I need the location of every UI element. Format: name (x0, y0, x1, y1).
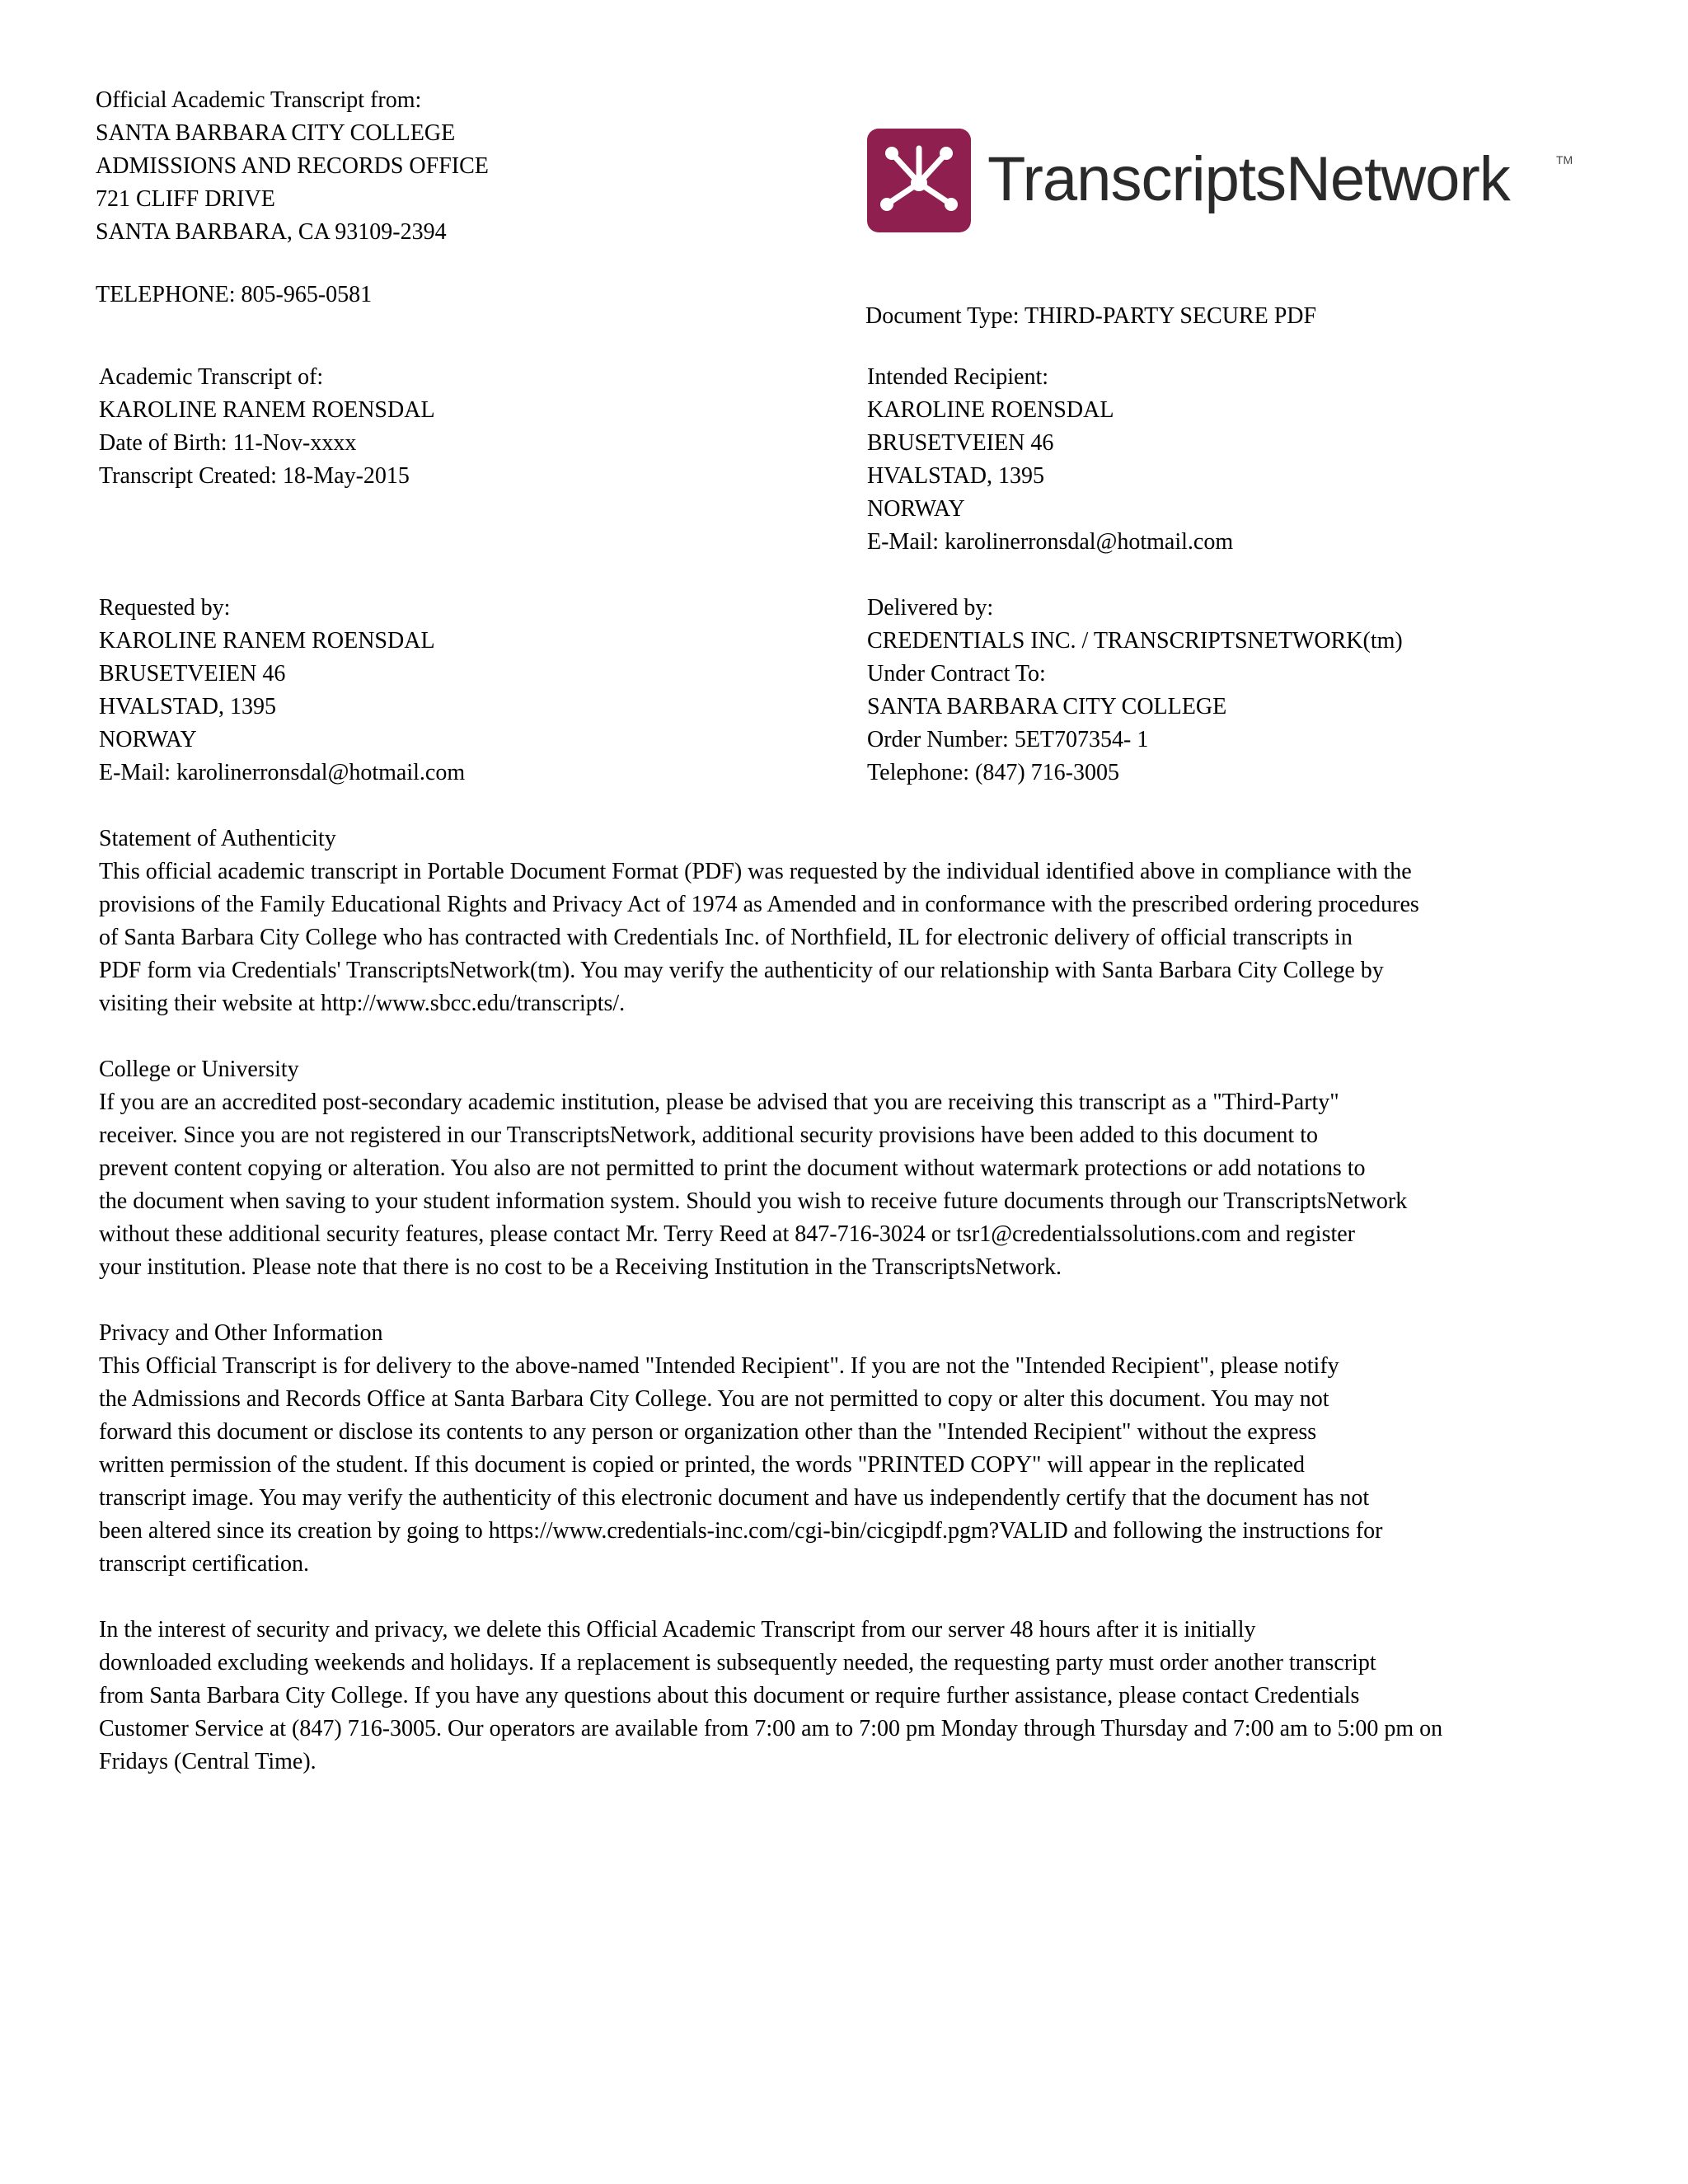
transcript-of-heading: Academic Transcript of: (99, 364, 324, 390)
college-or-university (99, 1053, 1566, 1284)
school-telephone: TELEPHONE: 805-965-0581 (96, 282, 373, 307)
statement-of-authenticity (99, 823, 1566, 1020)
school-address-block (96, 84, 489, 312)
requester-line: BRUSETVEIEN 46 (99, 661, 286, 687)
section-text: If you are an accredited post-secondary academic institution, please be advised that you are receiving this transcript as a "Third-Party" receiver. Since you are not registered in our TranscriptsNetwork, additional security provisions have been added to this document to prevent content copying or alteration. You also are not permitted to print the document without watermark protections or add notations to the document when saving to your student information system. Should you wish to receive future documents through our TranscriptsNetwork without these additional security features, please contact Mr. Terry Reed at 847-716-3024 or tsr1@credentialssolutions.com and register your institution. Please note that there is no cost to be a Receiving Institution in the TranscriptsNetwork. (99, 1090, 1408, 1280)
intended-recipient-block (867, 361, 1233, 559)
transcriptsnetwork-logo (867, 129, 1584, 234)
school-line: ADMISSIONS AND RECORDS OFFICE (96, 153, 489, 179)
deliverer-line: SANTA BARBARA CITY COLLEGE (867, 694, 1227, 719)
school-heading: Official Academic Transcript from: (96, 87, 422, 113)
school-line: SANTA BARBARA, CA 93109-2394 (96, 219, 447, 245)
date-of-birth: Date of Birth: 11-Nov-xxxx (99, 430, 357, 456)
security-notice (99, 1614, 1566, 1779)
document-type (865, 300, 1316, 333)
transcript-of-block (99, 361, 435, 493)
section-heading: Privacy and Other Information (99, 1320, 383, 1346)
section-text: This Official Transcript is for delivery to the above-named "Intended Recipient". If you are not the "Intended Recipient", please notify the Admissions and Records Office at Santa Barbara City College. You are not permitted to copy or alter this document. You may not forward this document or disclose its contents to any person or organization other than the "Intended Recipient" without the express written permission of the student. If this document is copied or printed, the words "PRINTED COPY" will appear in the replicated transcript image. You may verify the authenticity of this electronic document and have us independently certify that the document has not been altered since its creation by going to https://www.credentials-inc.com/cgi-bin/cicgipdf.pgm?VALID and following the instructions for transcript certification. (99, 1353, 1383, 1577)
requester-email: E-Mail: karolinerronsdal@hotmail.com (99, 760, 466, 785)
recipient-line: KAROLINE ROENSDAL (867, 397, 1114, 423)
deliverer-telephone: Telephone: (847) 716-3005 (867, 760, 1119, 785)
delivered-by-block (867, 592, 1403, 790)
logo-trademark: TM (1556, 153, 1573, 166)
section-text: This official academic transcript in Portable Document Format (PDF) was requested by the individual identified above in compliance with the provisions of the Family Educational Rights and Privacy Act of 1974 as Amended and in conformance with the prescribed ordering procedures of Santa Barbara City College who has contracted with Credentials Inc. of Northfield, IL for electronic delivery of official transcripts in PDF form via Credentials' TranscriptsNetwork(tm). You may verify the authenticity of our relationship with Santa Barbara City College by visiting their website at http://www.sbcc.edu/transcripts/. (99, 859, 1419, 1016)
logo-wordmark: TranscriptsNetwork (987, 144, 1510, 214)
recipient-line: BRUSETVEIEN 46 (867, 430, 1054, 456)
recipient-email: E-Mail: karolinerronsdal@hotmail.com (867, 529, 1234, 555)
recipient-line: NORWAY (867, 496, 965, 522)
requested-by-block (99, 592, 465, 790)
section-heading: College or University (99, 1057, 299, 1082)
student-name: KAROLINE RANEM ROENSDAL (99, 397, 435, 423)
section-text: In the interest of security and privacy, we delete this Official Academic Transcript from our server 48 hours after it is initially downloaded excluding weekends and holidays. If a replacement is subsequently needed, the requesting party must order another transcript from Santa Barbara City College. If you have any questions about this document or require further assistance, please contact Credentials Customer Service at (847) 716-3005. Our operators are available from 7:00 am to 7:00 pm Monday through Thursday and 7:00 am to 5:00 pm on Fridays (Central Time). (99, 1617, 1443, 1774)
deliverer-line: CREDENTIALS INC. / TRANSCRIPTSNETWORK(tm) (867, 628, 1403, 654)
delivered-by-heading: Delivered by: (867, 595, 994, 621)
requester-line: HVALSTAD, 1395 (99, 694, 277, 719)
school-line: SANTA BARBARA CITY COLLEGE (96, 120, 456, 146)
order-number: Order Number: 5ET707354- 1 (867, 727, 1149, 752)
requested-by-heading: Requested by: (99, 595, 231, 621)
requester-line: KAROLINE RANEM ROENSDAL (99, 628, 435, 654)
document-type-label: Document Type: THIRD-PARTY SECURE PDF (865, 303, 1317, 329)
section-heading: Statement of Authenticity (99, 826, 336, 851)
transcript-created: Transcript Created: 18-May-2015 (99, 463, 410, 489)
recipient-line: HVALSTAD, 1395 (867, 463, 1045, 489)
privacy-and-other-information (99, 1317, 1566, 1581)
network-node-icon (867, 129, 971, 232)
deliverer-line: Under Contract To: (867, 661, 1046, 687)
school-line: 721 CLIFF DRIVE (96, 186, 275, 212)
requester-line: NORWAY (99, 727, 197, 752)
intended-recipient-heading: Intended Recipient: (867, 364, 1049, 390)
